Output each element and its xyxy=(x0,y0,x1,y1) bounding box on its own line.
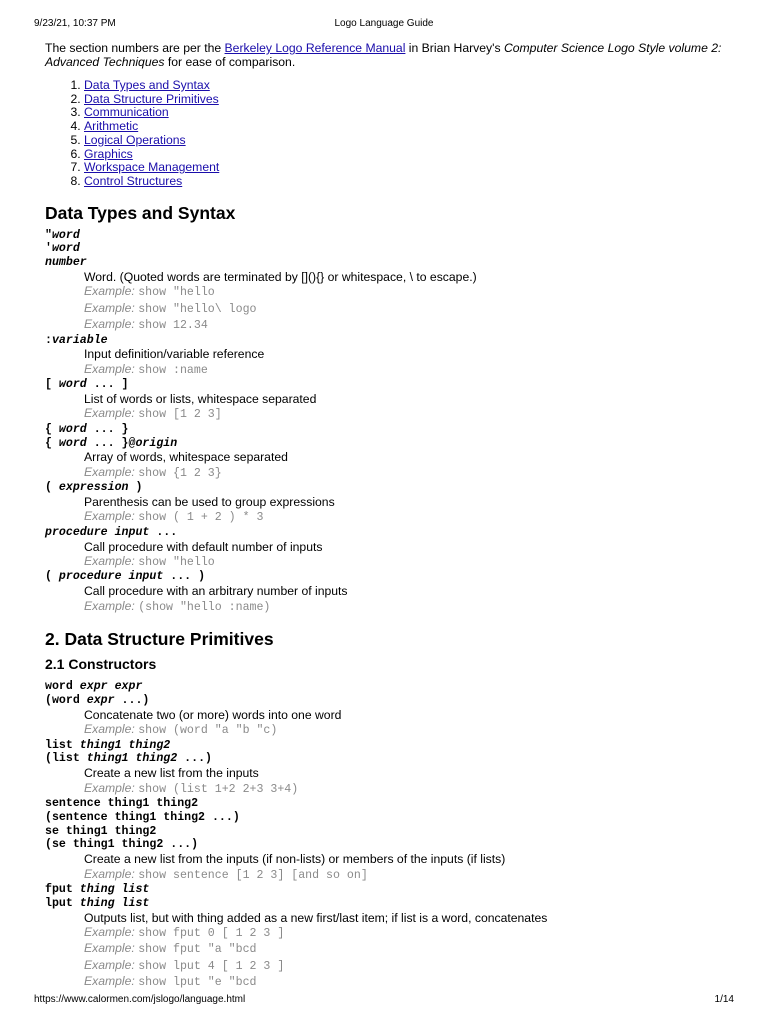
term-literal: : xyxy=(45,333,52,347)
example-code: show {1 2 3} xyxy=(138,466,222,480)
toc-item-communication xyxy=(84,106,735,120)
definition-text: Outputs list, but with thing added as a new first/last item; if list is a word, concatenates xyxy=(84,910,548,925)
term-literal: lput xyxy=(45,896,80,910)
term-line xyxy=(45,437,735,451)
term-line xyxy=(45,242,735,256)
example-line xyxy=(84,301,735,317)
example-line xyxy=(84,722,735,738)
toc-item-graphics xyxy=(84,148,735,162)
toc-item-data-types xyxy=(84,79,735,93)
toc-link-arithmetic[interactable]: Arithmetic xyxy=(84,119,139,134)
definition-body xyxy=(45,540,735,571)
term-line xyxy=(45,797,735,811)
term-placeholder: variable xyxy=(51,333,108,347)
toc-link-logical-operations[interactable]: Logical Operations xyxy=(84,132,186,147)
print-page-title: Logo Language Guide xyxy=(334,18,434,29)
term-placeholder: procedure input xyxy=(45,525,150,539)
definition-entry xyxy=(45,334,735,379)
term-placeholder: expression xyxy=(58,481,129,495)
definition-entry xyxy=(45,680,735,738)
subsection-heading-constructors: 2.1 Constructors xyxy=(45,656,157,673)
term-literal: (list xyxy=(45,752,87,766)
example-code: show [1 2 3] xyxy=(138,408,222,422)
term-placeholder: thing1 thing2 xyxy=(79,738,171,752)
intro-paragraph xyxy=(45,41,735,69)
term-line xyxy=(45,838,735,852)
example-code: show (word "a "b "c) xyxy=(138,724,278,738)
definition-text: Create a new list from the inputs (if non-lists) or members of the inputs (if lists) xyxy=(84,852,506,867)
definition-body xyxy=(45,708,735,739)
term-placeholder: word xyxy=(58,436,87,450)
toc-link-data-structures[interactable]: Data Structure Primitives xyxy=(84,91,219,106)
example-code: show ( 1 + 2 ) * 3 xyxy=(138,511,264,525)
definition-body xyxy=(45,347,735,378)
term-literal: (word xyxy=(45,693,87,707)
term-line xyxy=(45,423,735,437)
definition-entry xyxy=(45,423,735,481)
term-line xyxy=(45,334,735,348)
example-label: Example: xyxy=(84,722,135,737)
example-code: show "hello xyxy=(138,556,215,570)
term-literal: { xyxy=(45,422,59,436)
example-label: Example: xyxy=(84,780,135,795)
term-literal: list xyxy=(45,738,80,752)
term-line xyxy=(45,825,735,839)
example-line xyxy=(84,554,735,570)
example-line xyxy=(84,599,735,615)
term-literal: { xyxy=(45,436,59,450)
term-placeholder: word xyxy=(58,378,87,392)
toc-item-arithmetic xyxy=(84,120,735,134)
term-literal: se thing1 thing2 xyxy=(45,824,157,838)
term-placeholder: word xyxy=(51,228,80,242)
table-of-contents xyxy=(45,79,735,189)
definition-list-data-types xyxy=(45,229,735,615)
definition-text: Call procedure with default number of inputs xyxy=(84,539,323,554)
definition-text: Call procedure with an arbitrary number of inputs xyxy=(84,584,348,599)
term-literal: ' xyxy=(45,242,52,256)
definition-body xyxy=(45,584,735,615)
term-literal: ...) xyxy=(114,693,150,707)
example-label: Example: xyxy=(84,284,135,299)
example-label: Example: xyxy=(84,300,135,315)
term-line xyxy=(45,680,735,694)
term-line xyxy=(45,526,735,540)
definition-entry xyxy=(45,570,735,615)
intro-text-before: The section numbers are per the xyxy=(45,41,225,55)
example-code: show :name xyxy=(138,363,208,377)
definition-body xyxy=(45,766,735,797)
example-code: show fput "a "bcd xyxy=(138,943,257,957)
definition-text: List of words or lists, whitespace separated xyxy=(84,392,317,407)
term-placeholder: thing1 thing2 xyxy=(86,752,178,766)
term-literal: ) xyxy=(128,481,143,495)
term-placeholder: thing list xyxy=(79,896,150,910)
example-line xyxy=(84,867,735,883)
section-heading-data-structures: 2. Data Structure Primitives xyxy=(45,629,274,650)
term-line xyxy=(45,481,735,495)
term-literal: [ xyxy=(45,378,59,392)
definition-body xyxy=(45,270,735,334)
term-line xyxy=(45,378,735,392)
definition-entry xyxy=(45,739,735,797)
term-line xyxy=(45,229,735,243)
example-code: show sentence [1 2 3] [and so on] xyxy=(138,868,368,882)
term-literal: ( xyxy=(45,570,59,584)
term-line xyxy=(45,256,735,270)
term-literal: word xyxy=(45,680,80,694)
term-line xyxy=(45,570,735,584)
definition-body xyxy=(45,450,735,481)
example-label: Example: xyxy=(84,509,135,524)
section-heading-data-types: Data Types and Syntax xyxy=(45,202,236,223)
toc-link-control-structures[interactable]: Control Structures xyxy=(84,173,183,188)
term-line xyxy=(45,752,735,766)
definition-body xyxy=(45,852,735,883)
toc-item-control-structures xyxy=(84,175,735,189)
example-label: Example: xyxy=(84,554,135,569)
example-label: Example: xyxy=(84,866,135,881)
definition-list-constructors xyxy=(45,680,735,990)
term-literal: " xyxy=(45,228,52,242)
example-code: (show "hello :name) xyxy=(138,600,271,614)
toc-link-graphics[interactable]: Graphics xyxy=(84,146,133,161)
print-datetime: 9/23/21, 10:37 PM xyxy=(34,18,116,29)
toc-link-workspace-management[interactable]: Workspace Management xyxy=(84,160,220,175)
example-code: show (list 1+2 2+3 3+4) xyxy=(138,782,299,796)
example-label: Example: xyxy=(84,924,135,939)
term-literal: (sentence thing1 thing2 ...) xyxy=(45,810,240,824)
document-content xyxy=(45,41,735,991)
example-label: Example: xyxy=(84,598,135,613)
example-line xyxy=(84,362,735,378)
print-page-number: 1/14 xyxy=(714,994,734,1005)
definition-text: Create a new list from the inputs xyxy=(84,766,259,781)
toc-item-logical-operations xyxy=(84,134,735,148)
term-line xyxy=(45,739,735,753)
print-url: https://www.calormen.com/jslogo/language.html xyxy=(34,994,246,1005)
toc-item-data-structures xyxy=(84,93,735,107)
example-line xyxy=(84,284,735,300)
term-placeholder: word xyxy=(51,242,80,256)
definition-entry xyxy=(45,883,735,991)
example-label: Example: xyxy=(84,957,135,972)
example-code: show fput 0 [ 1 2 3 ] xyxy=(138,926,285,940)
definition-entry xyxy=(45,797,735,883)
term-literal: (se thing1 thing2 ...) xyxy=(45,838,199,852)
example-code: show "hello xyxy=(138,286,215,300)
definition-body xyxy=(45,911,735,991)
term-literal: fput xyxy=(45,882,80,896)
example-code: show lput "e "bcd xyxy=(138,976,257,990)
term-placeholder: origin xyxy=(135,436,178,450)
definition-text: Input definition/variable reference xyxy=(84,347,265,362)
example-line xyxy=(84,974,735,990)
term-literal: ... } xyxy=(86,422,129,436)
term-literal: ...) xyxy=(177,752,212,766)
definition-text: Parenthesis can be used to group expressions xyxy=(84,495,335,510)
term-line xyxy=(45,694,735,708)
term-placeholder: number xyxy=(45,256,87,270)
berkeley-manual-link[interactable]: Berkeley Logo Reference Manual xyxy=(224,41,406,55)
example-line xyxy=(84,406,735,422)
example-label: Example: xyxy=(84,464,135,479)
definition-entry xyxy=(45,229,735,334)
term-literal: ... ] xyxy=(86,378,129,392)
toc-link-communication[interactable]: Communication xyxy=(84,105,169,120)
term-placeholder: word xyxy=(58,422,87,436)
example-line xyxy=(84,941,735,957)
definition-body xyxy=(45,392,735,423)
term-line xyxy=(45,811,735,825)
book-title: Computer Science Logo Style volume 2: Advanced Techniques xyxy=(45,41,722,69)
example-code: show 12.34 xyxy=(138,319,208,333)
term-literal: ... ) xyxy=(163,570,206,584)
example-code: show "hello\ logo xyxy=(138,302,257,316)
term-placeholder: expr expr xyxy=(79,680,143,694)
term-literal: ( xyxy=(45,481,59,495)
definition-entry xyxy=(45,378,735,423)
definition-body xyxy=(45,495,735,526)
example-label: Example: xyxy=(84,406,135,421)
term-line xyxy=(45,883,735,897)
term-literal: ... }@ xyxy=(86,436,136,450)
intro-text-after: for ease of comparison. xyxy=(164,55,296,69)
example-label: Example: xyxy=(84,941,135,956)
example-label: Example: xyxy=(84,317,135,332)
print-header xyxy=(34,17,734,31)
intro-text-middle: in Brian Harvey's xyxy=(405,41,504,55)
example-line xyxy=(84,509,735,525)
term-placeholder: thing list xyxy=(79,882,150,896)
example-label: Example: xyxy=(84,974,135,989)
example-line xyxy=(84,925,735,941)
definition-entry xyxy=(45,481,735,526)
definition-text: Concatenate two (or more) words into one word xyxy=(84,707,342,722)
toc-link-data-types[interactable]: Data Types and Syntax xyxy=(84,78,210,92)
example-line xyxy=(84,958,735,974)
definition-entry xyxy=(45,526,735,571)
example-line xyxy=(84,781,735,797)
term-literal: ... xyxy=(149,525,178,539)
example-line xyxy=(84,465,735,481)
example-code: show lput 4 [ 1 2 3 ] xyxy=(138,959,285,973)
example-line xyxy=(84,317,735,333)
print-footer xyxy=(34,993,734,1007)
term-literal: sentence thing1 thing2 xyxy=(45,796,199,810)
definition-text: Array of words, whitespace separated xyxy=(84,450,288,465)
example-label: Example: xyxy=(84,361,135,376)
definition-text: Word. (Quoted words are terminated by [](){} or whitespace, \ to escape.) xyxy=(84,270,477,285)
term-line xyxy=(45,897,735,911)
toc-item-workspace-management xyxy=(84,161,735,175)
term-placeholder: expr xyxy=(86,693,115,707)
term-placeholder: procedure input xyxy=(58,570,164,584)
